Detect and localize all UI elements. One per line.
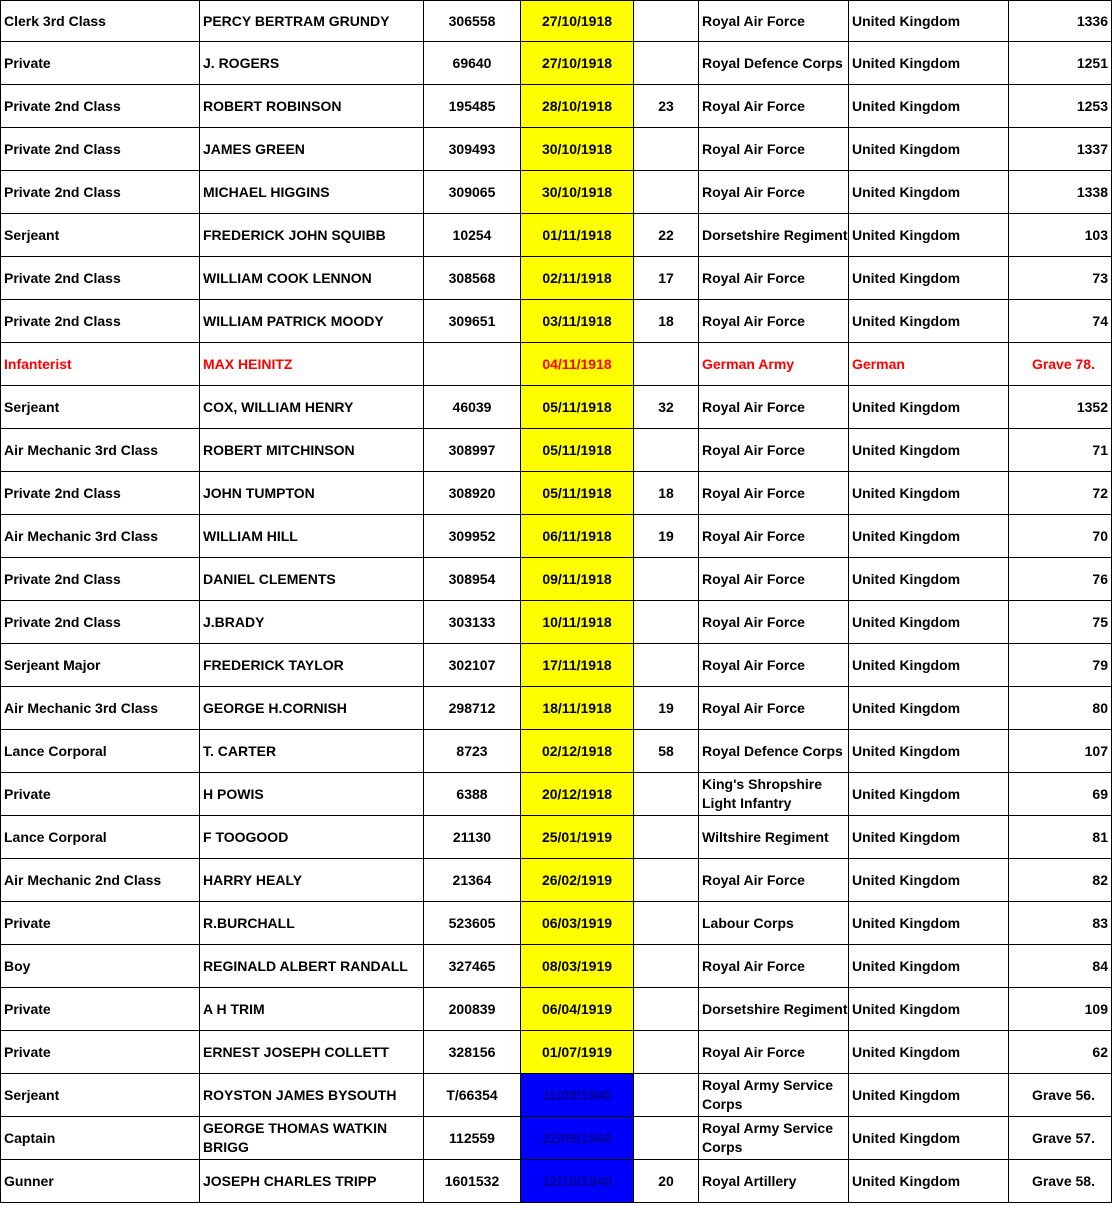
date-of-death-cell: 04/11/1918 — [521, 343, 634, 386]
date-of-death-cell: 11/09/1940 — [521, 1074, 634, 1117]
grave-cell: 70 — [1009, 515, 1112, 558]
grave-cell: Grave 57. — [1009, 1117, 1112, 1160]
age-cell — [634, 1031, 699, 1074]
grave-cell: 75 — [1009, 601, 1112, 644]
country-cell: United Kingdom — [849, 902, 1009, 945]
name-cell: MICHAEL HIGGINS — [200, 171, 424, 214]
grave-cell: 79 — [1009, 644, 1112, 687]
unit-cell: German Army — [699, 343, 849, 386]
grave-cell: 74 — [1009, 300, 1112, 343]
rank-cell: Gunner — [1, 1160, 200, 1203]
rank-cell: Boy — [1, 945, 200, 988]
table-row — [1, 214, 1112, 257]
table-row — [1, 859, 1112, 902]
service-number-cell: 308568 — [424, 257, 521, 300]
name-cell: REGINALD ALBERT RANDALL — [200, 945, 424, 988]
rank-cell: Private 2nd Class — [1, 601, 200, 644]
country-cell: United Kingdom — [849, 515, 1009, 558]
grave-cell: 81 — [1009, 816, 1112, 859]
unit-cell: Royal Defence Corps — [699, 42, 849, 85]
country-cell: United Kingdom — [849, 257, 1009, 300]
age-cell — [634, 343, 699, 386]
name-cell: PERCY BERTRAM GRUNDY — [200, 1, 424, 42]
table-row — [1, 601, 1112, 644]
unit-cell: Royal Air Force — [699, 1031, 849, 1074]
country-cell: United Kingdom — [849, 1, 1009, 42]
age-cell — [634, 988, 699, 1031]
rank-cell: Private 2nd Class — [1, 85, 200, 128]
unit-cell: Dorsetshire Regiment — [699, 214, 849, 257]
age-cell — [634, 558, 699, 601]
country-cell: United Kingdom — [849, 601, 1009, 644]
name-cell: JAMES GREEN — [200, 128, 424, 171]
rank-cell: Serjeant Major — [1, 644, 200, 687]
unit-cell: Royal Air Force — [699, 687, 849, 730]
rank-cell: Private — [1, 42, 200, 85]
service-number-cell: 523605 — [424, 902, 521, 945]
grave-cell: 80 — [1009, 687, 1112, 730]
age-cell — [634, 816, 699, 859]
name-cell: R.BURCHALL — [200, 902, 424, 945]
grave-cell: 84 — [1009, 945, 1112, 988]
grave-cell: 69 — [1009, 773, 1112, 816]
date-of-death-cell: 12/10/1940 — [521, 1160, 634, 1203]
age-cell: 20 — [634, 1160, 699, 1203]
unit-cell: Royal Air Force — [699, 601, 849, 644]
date-of-death-cell: 08/03/1919 — [521, 945, 634, 988]
name-cell: JOSEPH CHARLES TRIPP — [200, 1160, 424, 1203]
grave-cell: 1253 — [1009, 85, 1112, 128]
name-cell: J. ROGERS — [200, 42, 424, 85]
rank-cell: Private — [1, 902, 200, 945]
date-of-death-cell: 06/04/1919 — [521, 988, 634, 1031]
date-of-death-cell: 30/10/1918 — [521, 171, 634, 214]
service-number-cell: 8723 — [424, 730, 521, 773]
name-cell: GEORGE THOMAS WATKIN BRIGG — [200, 1117, 424, 1160]
table-row — [1, 816, 1112, 859]
grave-cell: Grave 56. — [1009, 1074, 1112, 1117]
service-number-cell: 200839 — [424, 988, 521, 1031]
age-cell — [634, 171, 699, 214]
table-row — [1, 773, 1112, 816]
age-cell — [634, 859, 699, 902]
grave-cell: 1352 — [1009, 386, 1112, 429]
service-number-cell: 309493 — [424, 128, 521, 171]
table-row — [1, 730, 1112, 773]
name-cell: A H TRIM — [200, 988, 424, 1031]
date-of-death-cell: 06/03/1919 — [521, 902, 634, 945]
age-cell: 17 — [634, 257, 699, 300]
rank-cell: Private 2nd Class — [1, 300, 200, 343]
date-of-death-cell: 22/09/1940 — [521, 1117, 634, 1160]
country-cell: German — [849, 343, 1009, 386]
unit-cell: Royal Air Force — [699, 1, 849, 42]
date-of-death-cell: 17/11/1918 — [521, 644, 634, 687]
date-of-death-cell: 27/10/1918 — [521, 42, 634, 85]
country-cell: United Kingdom — [849, 1160, 1009, 1203]
country-cell: United Kingdom — [849, 945, 1009, 988]
service-number-cell: 309065 — [424, 171, 521, 214]
name-cell: FREDERICK TAYLOR — [200, 644, 424, 687]
service-number-cell: 10254 — [424, 214, 521, 257]
name-cell: ROBERT MITCHINSON — [200, 429, 424, 472]
grave-cell: 1338 — [1009, 171, 1112, 214]
date-of-death-cell: 09/11/1918 — [521, 558, 634, 601]
name-cell: FREDERICK JOHN SQUIBB — [200, 214, 424, 257]
date-of-death-cell: 20/12/1918 — [521, 773, 634, 816]
country-cell: United Kingdom — [849, 1074, 1009, 1117]
rank-cell: Private — [1, 773, 200, 816]
unit-cell: Royal Air Force — [699, 558, 849, 601]
age-cell: 18 — [634, 300, 699, 343]
grave-cell: 72 — [1009, 472, 1112, 515]
grave-cell: 1336 — [1009, 1, 1112, 42]
age-cell — [634, 644, 699, 687]
rank-cell: Air Mechanic 2nd Class — [1, 859, 200, 902]
name-cell: COX, WILLIAM HENRY — [200, 386, 424, 429]
table-row — [1, 128, 1112, 171]
date-of-death-cell: 02/11/1918 — [521, 257, 634, 300]
date-of-death-cell: 06/11/1918 — [521, 515, 634, 558]
table-row — [1, 1160, 1112, 1203]
country-cell: United Kingdom — [849, 85, 1009, 128]
country-cell: United Kingdom — [849, 1117, 1009, 1160]
service-number-cell: 21130 — [424, 816, 521, 859]
country-cell: United Kingdom — [849, 42, 1009, 85]
unit-cell: Royal Air Force — [699, 85, 849, 128]
service-number-cell: 309952 — [424, 515, 521, 558]
rank-cell: Private — [1, 988, 200, 1031]
age-cell: 22 — [634, 214, 699, 257]
grave-cell: 1337 — [1009, 128, 1112, 171]
unit-cell: Wiltshire Regiment — [699, 816, 849, 859]
age-cell — [634, 1, 699, 42]
country-cell: United Kingdom — [849, 171, 1009, 214]
name-cell: GEORGE H.CORNISH — [200, 687, 424, 730]
table-row — [1, 386, 1112, 429]
date-of-death-cell: 02/12/1918 — [521, 730, 634, 773]
unit-cell: Royal Air Force — [699, 515, 849, 558]
table-row — [1, 257, 1112, 300]
casualty-table-body — [1, 1, 1112, 1203]
rank-cell: Private 2nd Class — [1, 472, 200, 515]
table-row — [1, 558, 1112, 601]
name-cell: WILLIAM PATRICK MOODY — [200, 300, 424, 343]
country-cell: United Kingdom — [849, 472, 1009, 515]
unit-cell: Dorsetshire Regiment — [699, 988, 849, 1031]
service-number-cell: 298712 — [424, 687, 521, 730]
date-of-death-cell: 26/02/1919 — [521, 859, 634, 902]
table-row — [1, 42, 1112, 85]
rank-cell: Air Mechanic 3rd Class — [1, 687, 200, 730]
country-cell: United Kingdom — [849, 773, 1009, 816]
service-number-cell: 6388 — [424, 773, 521, 816]
rank-cell: Private — [1, 1031, 200, 1074]
rank-cell: Private 2nd Class — [1, 171, 200, 214]
unit-cell: Royal Air Force — [699, 429, 849, 472]
table-row — [1, 687, 1112, 730]
table-row — [1, 1, 1112, 42]
unit-cell: Royal Air Force — [699, 128, 849, 171]
age-cell — [634, 1074, 699, 1117]
service-number-cell — [424, 343, 521, 386]
unit-cell: Royal Army Service Corps — [699, 1074, 849, 1117]
table-row — [1, 902, 1112, 945]
country-cell: United Kingdom — [849, 859, 1009, 902]
service-number-cell: 69640 — [424, 42, 521, 85]
grave-cell: Grave 78. — [1009, 343, 1112, 386]
rank-cell: Air Mechanic 3rd Class — [1, 429, 200, 472]
service-number-cell: 195485 — [424, 85, 521, 128]
date-of-death-cell: 30/10/1918 — [521, 128, 634, 171]
service-number-cell: 21364 — [424, 859, 521, 902]
table-row — [1, 988, 1112, 1031]
date-of-death-cell: 01/11/1918 — [521, 214, 634, 257]
country-cell: United Kingdom — [849, 429, 1009, 472]
table-row — [1, 343, 1112, 386]
name-cell: ROBERT ROBINSON — [200, 85, 424, 128]
age-cell: 18 — [634, 472, 699, 515]
grave-cell: Grave 58. — [1009, 1160, 1112, 1203]
name-cell: J.BRADY — [200, 601, 424, 644]
age-cell — [634, 42, 699, 85]
country-cell: United Kingdom — [849, 214, 1009, 257]
service-number-cell: 308954 — [424, 558, 521, 601]
table-row — [1, 644, 1112, 687]
rank-cell: Lance Corporal — [1, 730, 200, 773]
service-number-cell: 46039 — [424, 386, 521, 429]
age-cell: 19 — [634, 515, 699, 558]
unit-cell: Labour Corps — [699, 902, 849, 945]
age-cell: 32 — [634, 386, 699, 429]
name-cell: MAX HEINITZ — [200, 343, 424, 386]
grave-cell: 109 — [1009, 988, 1112, 1031]
country-cell: United Kingdom — [849, 386, 1009, 429]
age-cell — [634, 773, 699, 816]
table-row — [1, 945, 1112, 988]
rank-cell: Private 2nd Class — [1, 128, 200, 171]
name-cell: ERNEST JOSEPH COLLETT — [200, 1031, 424, 1074]
table-row — [1, 1031, 1112, 1074]
age-cell — [634, 902, 699, 945]
country-cell: United Kingdom — [849, 988, 1009, 1031]
name-cell: WILLIAM COOK LENNON — [200, 257, 424, 300]
service-number-cell: T/66354 — [424, 1074, 521, 1117]
rank-cell: Captain — [1, 1117, 200, 1160]
name-cell: DANIEL CLEMENTS — [200, 558, 424, 601]
table-row — [1, 300, 1112, 343]
grave-cell: 82 — [1009, 859, 1112, 902]
grave-cell: 1251 — [1009, 42, 1112, 85]
unit-cell: Royal Army Service Corps — [699, 1117, 849, 1160]
grave-cell: 103 — [1009, 214, 1112, 257]
rank-cell: Lance Corporal — [1, 816, 200, 859]
unit-cell: Royal Air Force — [699, 945, 849, 988]
date-of-death-cell: 05/11/1918 — [521, 429, 634, 472]
grave-cell: 76 — [1009, 558, 1112, 601]
service-number-cell: 308920 — [424, 472, 521, 515]
rank-cell: Private 2nd Class — [1, 558, 200, 601]
age-cell: 23 — [634, 85, 699, 128]
unit-cell: Royal Air Force — [699, 472, 849, 515]
rank-cell: Private 2nd Class — [1, 257, 200, 300]
grave-cell: 62 — [1009, 1031, 1112, 1074]
name-cell: F TOOGOOD — [200, 816, 424, 859]
country-cell: United Kingdom — [849, 1031, 1009, 1074]
service-number-cell: 308997 — [424, 429, 521, 472]
name-cell: JOHN TUMPTON — [200, 472, 424, 515]
name-cell: HARRY HEALY — [200, 859, 424, 902]
name-cell: ROYSTON JAMES BYSOUTH — [200, 1074, 424, 1117]
date-of-death-cell: 05/11/1918 — [521, 472, 634, 515]
service-number-cell: 309651 — [424, 300, 521, 343]
unit-cell: Royal Air Force — [699, 859, 849, 902]
unit-cell: Royal Air Force — [699, 386, 849, 429]
date-of-death-cell: 03/11/1918 — [521, 300, 634, 343]
unit-cell: Royal Air Force — [699, 257, 849, 300]
grave-cell: 71 — [1009, 429, 1112, 472]
rank-cell: Serjeant — [1, 1074, 200, 1117]
unit-cell: Royal Artillery — [699, 1160, 849, 1203]
unit-cell: King's Shropshire Light Infantry — [699, 773, 849, 816]
country-cell: United Kingdom — [849, 644, 1009, 687]
country-cell: United Kingdom — [849, 558, 1009, 601]
date-of-death-cell: 05/11/1918 — [521, 386, 634, 429]
table-row — [1, 429, 1112, 472]
country-cell: United Kingdom — [849, 730, 1009, 773]
table-row — [1, 472, 1112, 515]
service-number-cell: 306558 — [424, 1, 521, 42]
service-number-cell: 302107 — [424, 644, 521, 687]
country-cell: United Kingdom — [849, 816, 1009, 859]
unit-cell: Royal Air Force — [699, 644, 849, 687]
age-cell: 19 — [634, 687, 699, 730]
country-cell: United Kingdom — [849, 300, 1009, 343]
age-cell — [634, 128, 699, 171]
date-of-death-cell: 10/11/1918 — [521, 601, 634, 644]
service-number-cell: 1601532 — [424, 1160, 521, 1203]
rank-cell: Serjeant — [1, 214, 200, 257]
table-row — [1, 1117, 1112, 1160]
unit-cell: Royal Air Force — [699, 300, 849, 343]
date-of-death-cell: 28/10/1918 — [521, 85, 634, 128]
name-cell: H POWIS — [200, 773, 424, 816]
service-number-cell: 303133 — [424, 601, 521, 644]
name-cell: T. CARTER — [200, 730, 424, 773]
table-row — [1, 171, 1112, 214]
rank-cell: Air Mechanic 3rd Class — [1, 515, 200, 558]
age-cell — [634, 945, 699, 988]
date-of-death-cell: 01/07/1919 — [521, 1031, 634, 1074]
table-row — [1, 1074, 1112, 1117]
age-cell: 58 — [634, 730, 699, 773]
service-number-cell: 328156 — [424, 1031, 521, 1074]
rank-cell: Clerk 3rd Class — [1, 1, 200, 42]
country-cell: United Kingdom — [849, 128, 1009, 171]
age-cell — [634, 1117, 699, 1160]
age-cell — [634, 429, 699, 472]
table-row — [1, 85, 1112, 128]
grave-cell: 73 — [1009, 257, 1112, 300]
rank-cell: Infanterist — [1, 343, 200, 386]
rank-cell: Serjeant — [1, 386, 200, 429]
date-of-death-cell: 18/11/1918 — [521, 687, 634, 730]
age-cell — [634, 601, 699, 644]
country-cell: United Kingdom — [849, 687, 1009, 730]
table-row — [1, 515, 1112, 558]
service-number-cell: 327465 — [424, 945, 521, 988]
grave-cell: 107 — [1009, 730, 1112, 773]
name-cell: WILLIAM HILL — [200, 515, 424, 558]
unit-cell: Royal Defence Corps — [699, 730, 849, 773]
grave-cell: 83 — [1009, 902, 1112, 945]
unit-cell: Royal Air Force — [699, 171, 849, 214]
date-of-death-cell: 27/10/1918 — [521, 1, 634, 42]
service-number-cell: 112559 — [424, 1117, 521, 1160]
date-of-death-cell: 25/01/1919 — [521, 816, 634, 859]
